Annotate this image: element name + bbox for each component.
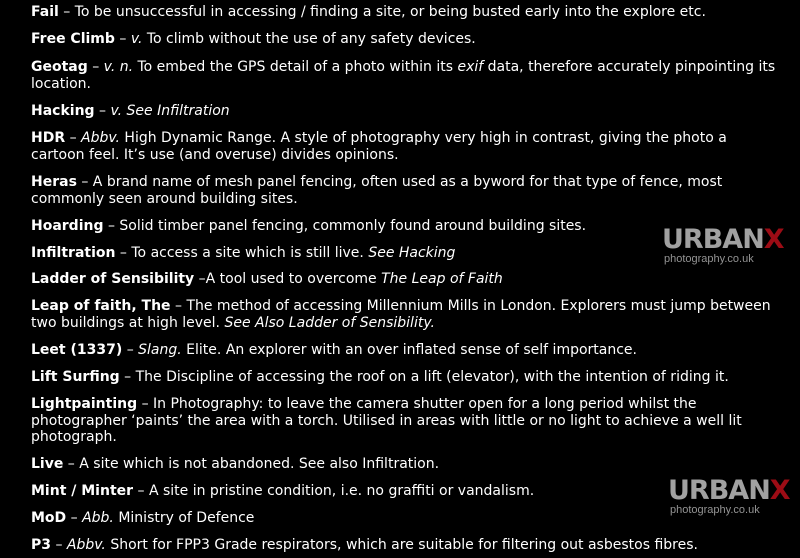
definition: Short for FPP3 Grade respirators, which are suitable for filtering out asbestos fibres. [105,537,698,553]
definition: –A tool used to overcome [194,271,382,287]
term: Free Climb [31,31,115,47]
term: Ladder of Sensibility [31,271,195,287]
definition: – [65,130,82,146]
glossary-entry-geotag [31,59,783,92]
definition: – [51,537,67,553]
watermark-subtitle: photography.co.uk [664,253,754,265]
watermark-logo-main: URBAN [662,224,764,255]
definition-italic: See Hacking [368,245,456,261]
glossary-entry-ladder-of-sensibility [31,271,783,288]
definition: – To access a site which is still live. [115,245,369,261]
definition: – A site which is not abandoned. See also Infiltration. [63,456,440,472]
term: P3 [31,537,52,553]
glossary-entry-fail [31,4,783,21]
definition: High Dynamic Range. A style of photography very high in contrast, giving the photo a cartoon feel. It’s use (and overuse) divides opinions. [31,130,727,163]
glossary-entry-leap-of-faith [31,298,783,331]
definition-italic: v. See Infiltration [110,103,230,119]
glossary-entry-lift-surfing [31,369,783,386]
definition-italic: v. n. [103,59,134,75]
definition: – [94,103,111,119]
definition-italic: exif [457,59,484,75]
term: HDR [31,130,66,146]
glossary-entry-p3 [31,537,783,554]
watermark-logo [668,475,790,521]
definition: – The Discipline of accessing the roof on a lift (elevator), with the intention of riding it. [119,369,729,385]
glossary-entry-live [31,456,783,473]
term: Lift Surfing [31,369,120,385]
watermark-logo-x: X [769,475,790,506]
glossary-entry-lightpainting [31,396,783,446]
definition: – The method of accessing Millennium Mills in London. Explorers must jump between two buildings at high level. [31,298,771,331]
term: Leet (1337) [31,342,123,358]
term: Hoarding [31,218,104,234]
definition: Ministry of Defence [113,510,255,526]
term: Heras [31,174,77,190]
definition: – [122,342,139,358]
watermark-logo-text [662,226,784,254]
glossary-entry-hdr [31,130,783,163]
definition: – [114,31,131,47]
term: Hacking [31,103,95,119]
definition: – In Photography: to leave the camera shutter open for a long period whilst the photographer ‘paints’ the area with a torch. Utilised in areas with little or no light to achieve a well lit photograph. [31,396,742,445]
watermark-logo-x: X [763,224,784,255]
glossary-entry-leet [31,342,783,359]
definition: – [87,59,104,75]
term: Lightpainting [31,396,138,412]
term: Live [31,456,64,472]
term: Mint / Minter [31,483,134,499]
definition: Elite. An explorer with an over inflated sense of self importance. [181,342,637,358]
term: Leap of faith, The [31,298,171,314]
glossary-entry-heras [31,174,783,207]
term: Infiltration [31,245,116,261]
definition-italic: Abbv. [66,537,106,553]
definition: – A brand name of mesh panel fencing, often used as a byword for that type of fence, most commonly seen around building sites. [31,174,723,207]
definition-italic: Abb. [82,510,114,526]
definition-italic: The Leap of Faith [381,271,503,287]
watermark-subtitle: photography.co.uk [670,504,760,516]
term: Geotag [31,59,88,75]
definition: data, therefore accurately pinpointing its location. [31,59,776,92]
glossary-entry-hacking [31,103,783,120]
watermark-logo [662,224,784,270]
definition-italic: Abbv. [81,130,120,146]
term: Fail [31,4,59,20]
watermark-logo-main: URBAN [668,475,770,506]
definition: – To be unsuccessful in accessing / finding a site, or being busted early into the explore etc. [58,4,706,20]
term: MoD [31,510,67,526]
definition: – A site in pristine condition, i.e. no graffiti or vandalism. [133,483,535,499]
definition: To climb without the use of any safety devices. [142,31,476,47]
watermark-logo-text [668,477,790,505]
definition: – Solid timber panel fencing, commonly found around building sites. [103,218,587,234]
definition-italic: v. [130,31,143,47]
glossary-entry-free-climb [31,31,783,48]
definition: To embed the GPS detail of a photo within its [133,59,458,75]
definition-italic: See Also Ladder of Sensibility. [224,314,435,331]
definition: – [66,510,83,526]
definition-italic: Slang. [138,342,182,358]
